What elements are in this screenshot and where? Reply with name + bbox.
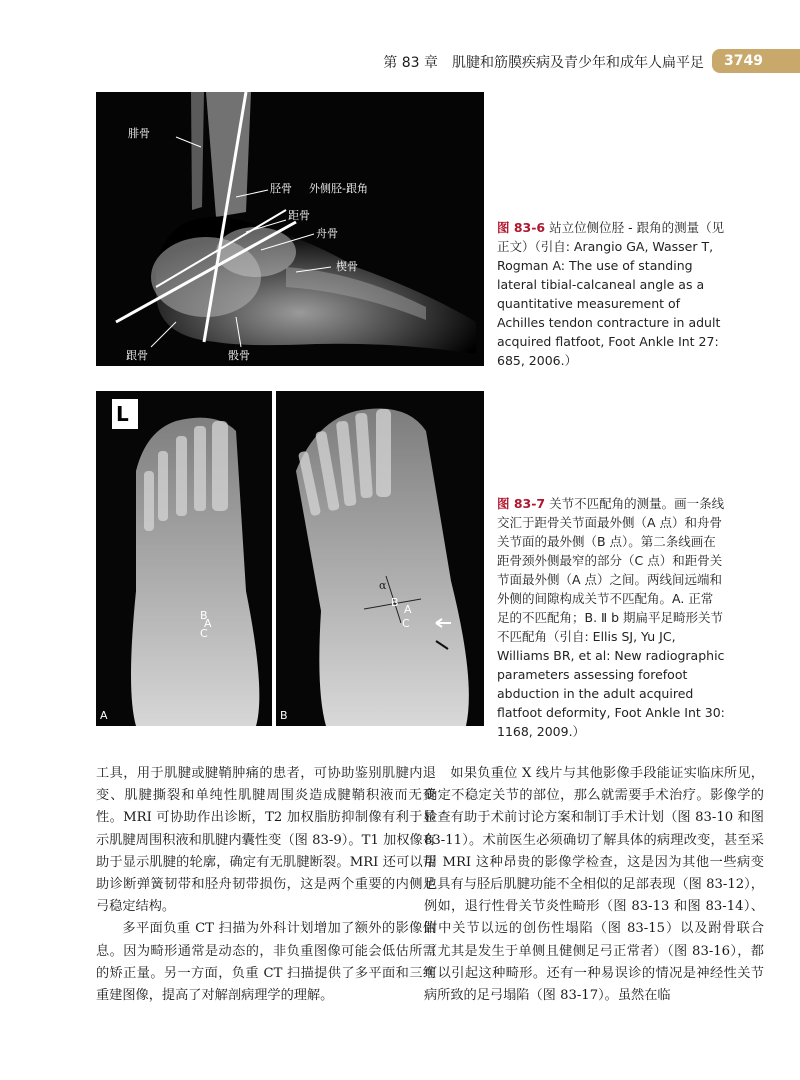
label-tibia: 胫骨 (270, 182, 292, 195)
alpha-label: α (379, 579, 387, 592)
paragraph: 工具，用于肌腱或腱鞘肿痛的患者，可协助鉴别肌腱内退变、肌腱撕裂和单纯性肌腱周围炎造成腱鞘积液而无变性。MRI 可协助作出诊断，T2 加权脂肪抑制像有利于显示肌腱周围积液和肌腱内囊性变（图 83-9）。T1 加权像有助于显示肌腱的轮廓，确定有无肌腱断裂。MRI 还可以帮助诊断弹簧韧带和胫舟韧带损伤，这是两个重要的内侧足弓稳定结构。 (96, 766, 436, 915)
label-tibial-calcaneal-angle: 外侧胫-跟角 (309, 182, 368, 195)
label-calcaneus: 跟骨 (126, 349, 148, 362)
caption-text: 站立位侧位胫 - 跟角的测量（见正文）（引自: Arangio GA, Wasser T, Rogman A: The use of standing lateral tibial-calcaneal angle as a quantitative measurement of Achilles tendon contracture in adult acquired flatfoot, Foot Ankle Int 27: 685, 2006.） (497, 220, 725, 368)
page-number-badge: 3749 (712, 49, 800, 73)
caption-text: 关节不匹配角的测量。画一条线交汇于距骨关节面最外侧（A 点）和舟骨关节面的最外侧（B 点）。第二条线画在距骨颈外侧最窄的部分（C 点）和距骨关节面最外侧（A 点）之间。两线间远端和外侧的间隙构成关节不匹配角。A. 正常足的不匹配角；B. Ⅱ b 期扁平足畸形关节不匹配角（引自: Ellis SJ, Yu JC, Williams BR, et al: New radiographic parameters assessing forefoot abduction in the adult acquired flatfoot deformity, Foot Ankle Int 30: 1168, 2009.） (497, 496, 725, 739)
figure-83-6-xray (96, 92, 484, 366)
caption-number: 图 83-6 (497, 220, 546, 235)
point-a-label-b: A (404, 603, 412, 616)
label-cuneiform: 楔骨 (336, 260, 358, 273)
running-header (0, 0, 800, 80)
svg-text:L: L (116, 402, 129, 426)
paragraph: 多平面负重 CT 扫描为外科计划增加了额外的影像信息。因为畸形通常是动态的，非负重图像可能会低估所需的矫正量。另一方面，负重 CT 扫描提供了多平面和三维重建图像，提高了对解剖病理学的理解。 (96, 921, 436, 1004)
label-cuboid: 骰骨 (228, 349, 250, 362)
body-right-column (424, 763, 764, 1007)
figure-83-7-panel-b (276, 391, 484, 726)
panel-b-letter: B (280, 709, 288, 722)
paragraph: 如果负重位 X 线片与其他影像手段能证实临床所见，确定不稳定关节的部位，那么就需要手术治疗。影像学的检查有助于术前讨论方案和制订手术计划（图 83-10 和图 83-11）。术前医生必须确切了解具体的病理改变，甚至采用 MRI 这种昂贵的影像学检查，这是因为其他一些病变也具有与胫后肌腱功能不全相似的足部表现（图 83-12），例如，退行性骨关节炎性畸形（图 83-13 和图 83-14）、跗中关节以远的创伤性塌陷（图 83-15）以及跗骨联合（尤其是发生于单侧且健侧足弓正常者）（图 83-16），都可以引起这种畸形。还有一种易误诊的情况是神经性关节病所致的足弓塌陷（图 83-17）。虽然在临 (424, 766, 764, 1004)
point-b-label: B (200, 609, 208, 622)
point-a-label: A (204, 617, 212, 630)
caption-number: 图 83-7 (497, 496, 546, 511)
figure-83-7-caption (497, 494, 725, 741)
point-b-label-b: B (391, 596, 399, 609)
figure-83-6-caption (497, 218, 725, 370)
point-c-label: C (200, 627, 208, 640)
chapter-title: 第 83 章 肌腱和筋膜疾病及青少年和成年人扁平足 (383, 55, 704, 71)
label-fibula: 腓骨 (128, 127, 150, 140)
label-navicular: 舟骨 (316, 227, 338, 240)
panel-a-letter: A (100, 709, 108, 722)
label-talus: 距骨 (288, 209, 310, 222)
body-left-column (96, 763, 436, 1007)
figure-83-7-panel-a (96, 391, 272, 726)
point-c-label-b: C (402, 617, 410, 630)
